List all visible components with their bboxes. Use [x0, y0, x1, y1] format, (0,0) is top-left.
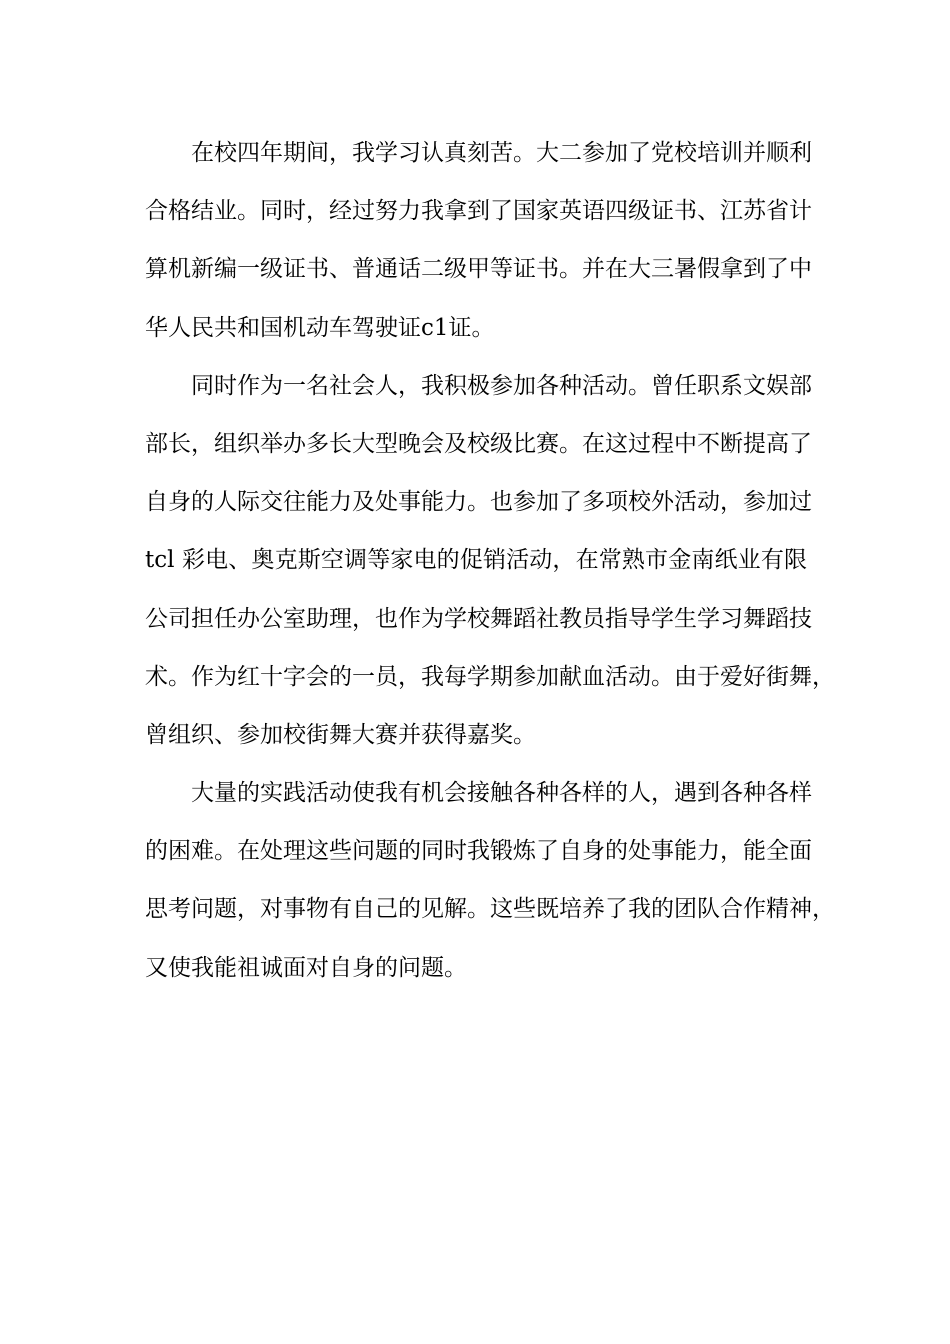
paragraph-line: 又使我能祖诚面对自身的问题。 [145, 954, 467, 981]
paragraph-line: tcl 彩电、奥克斯空调等家电的促销活动，在常熟市金南纸业有限 [145, 547, 807, 574]
paragraph-line: 华人民共和国机动车驾驶证c1证。 [145, 314, 495, 341]
paragraph-line: 术。作为红十字会的一员，我每学期参加献血活动。由于爱好街舞， [145, 663, 835, 690]
paragraph-line: 部长，组织举办多长大型晚会及校级比赛。在这过程中不断提高了 [145, 430, 812, 457]
paragraph-line: 思考问题，对事物有自己的见解。这些既培养了我的团队合作精神， [145, 896, 835, 923]
paragraph-line: 在校四年期间，我学习认真刻苦。大二参加了党校培训并顺利 [191, 140, 812, 166]
paragraph-line: 曾组织、参加校街舞大赛并获得嘉奖。 [145, 721, 536, 748]
paragraph-3 [145, 767, 835, 1000]
paragraph-line: 算机新编一级证书、普通话二级甲等证书。并在大三暑假拿到了中 [145, 256, 812, 283]
paragraph-line: 大量的实践活动使我有机会接触各种各样的人，遇到各种各样 [191, 780, 812, 807]
paragraph-2 [145, 360, 835, 767]
paragraph-line: 自身的人际交往能力及处事能力。也参加了多项校外活动，参加过 [145, 489, 812, 516]
paragraph-1 [145, 127, 812, 360]
document-body [145, 127, 835, 1000]
paragraph-line: 合格结业。同时，经过努力我拿到了国家英语四级证书、江苏省计 [145, 198, 812, 225]
paragraph-line: 的困难。在处理这些问题的同时我锻炼了自身的处事能力，能全面 [145, 838, 812, 865]
paragraph-line: 公司担任办公室助理，也作为学校舞蹈社教员指导学生学习舞蹈技 [145, 605, 812, 632]
paragraph-line: 同时作为一名社会人，我积极参加各种活动。曾任职系文娱部 [191, 372, 812, 399]
